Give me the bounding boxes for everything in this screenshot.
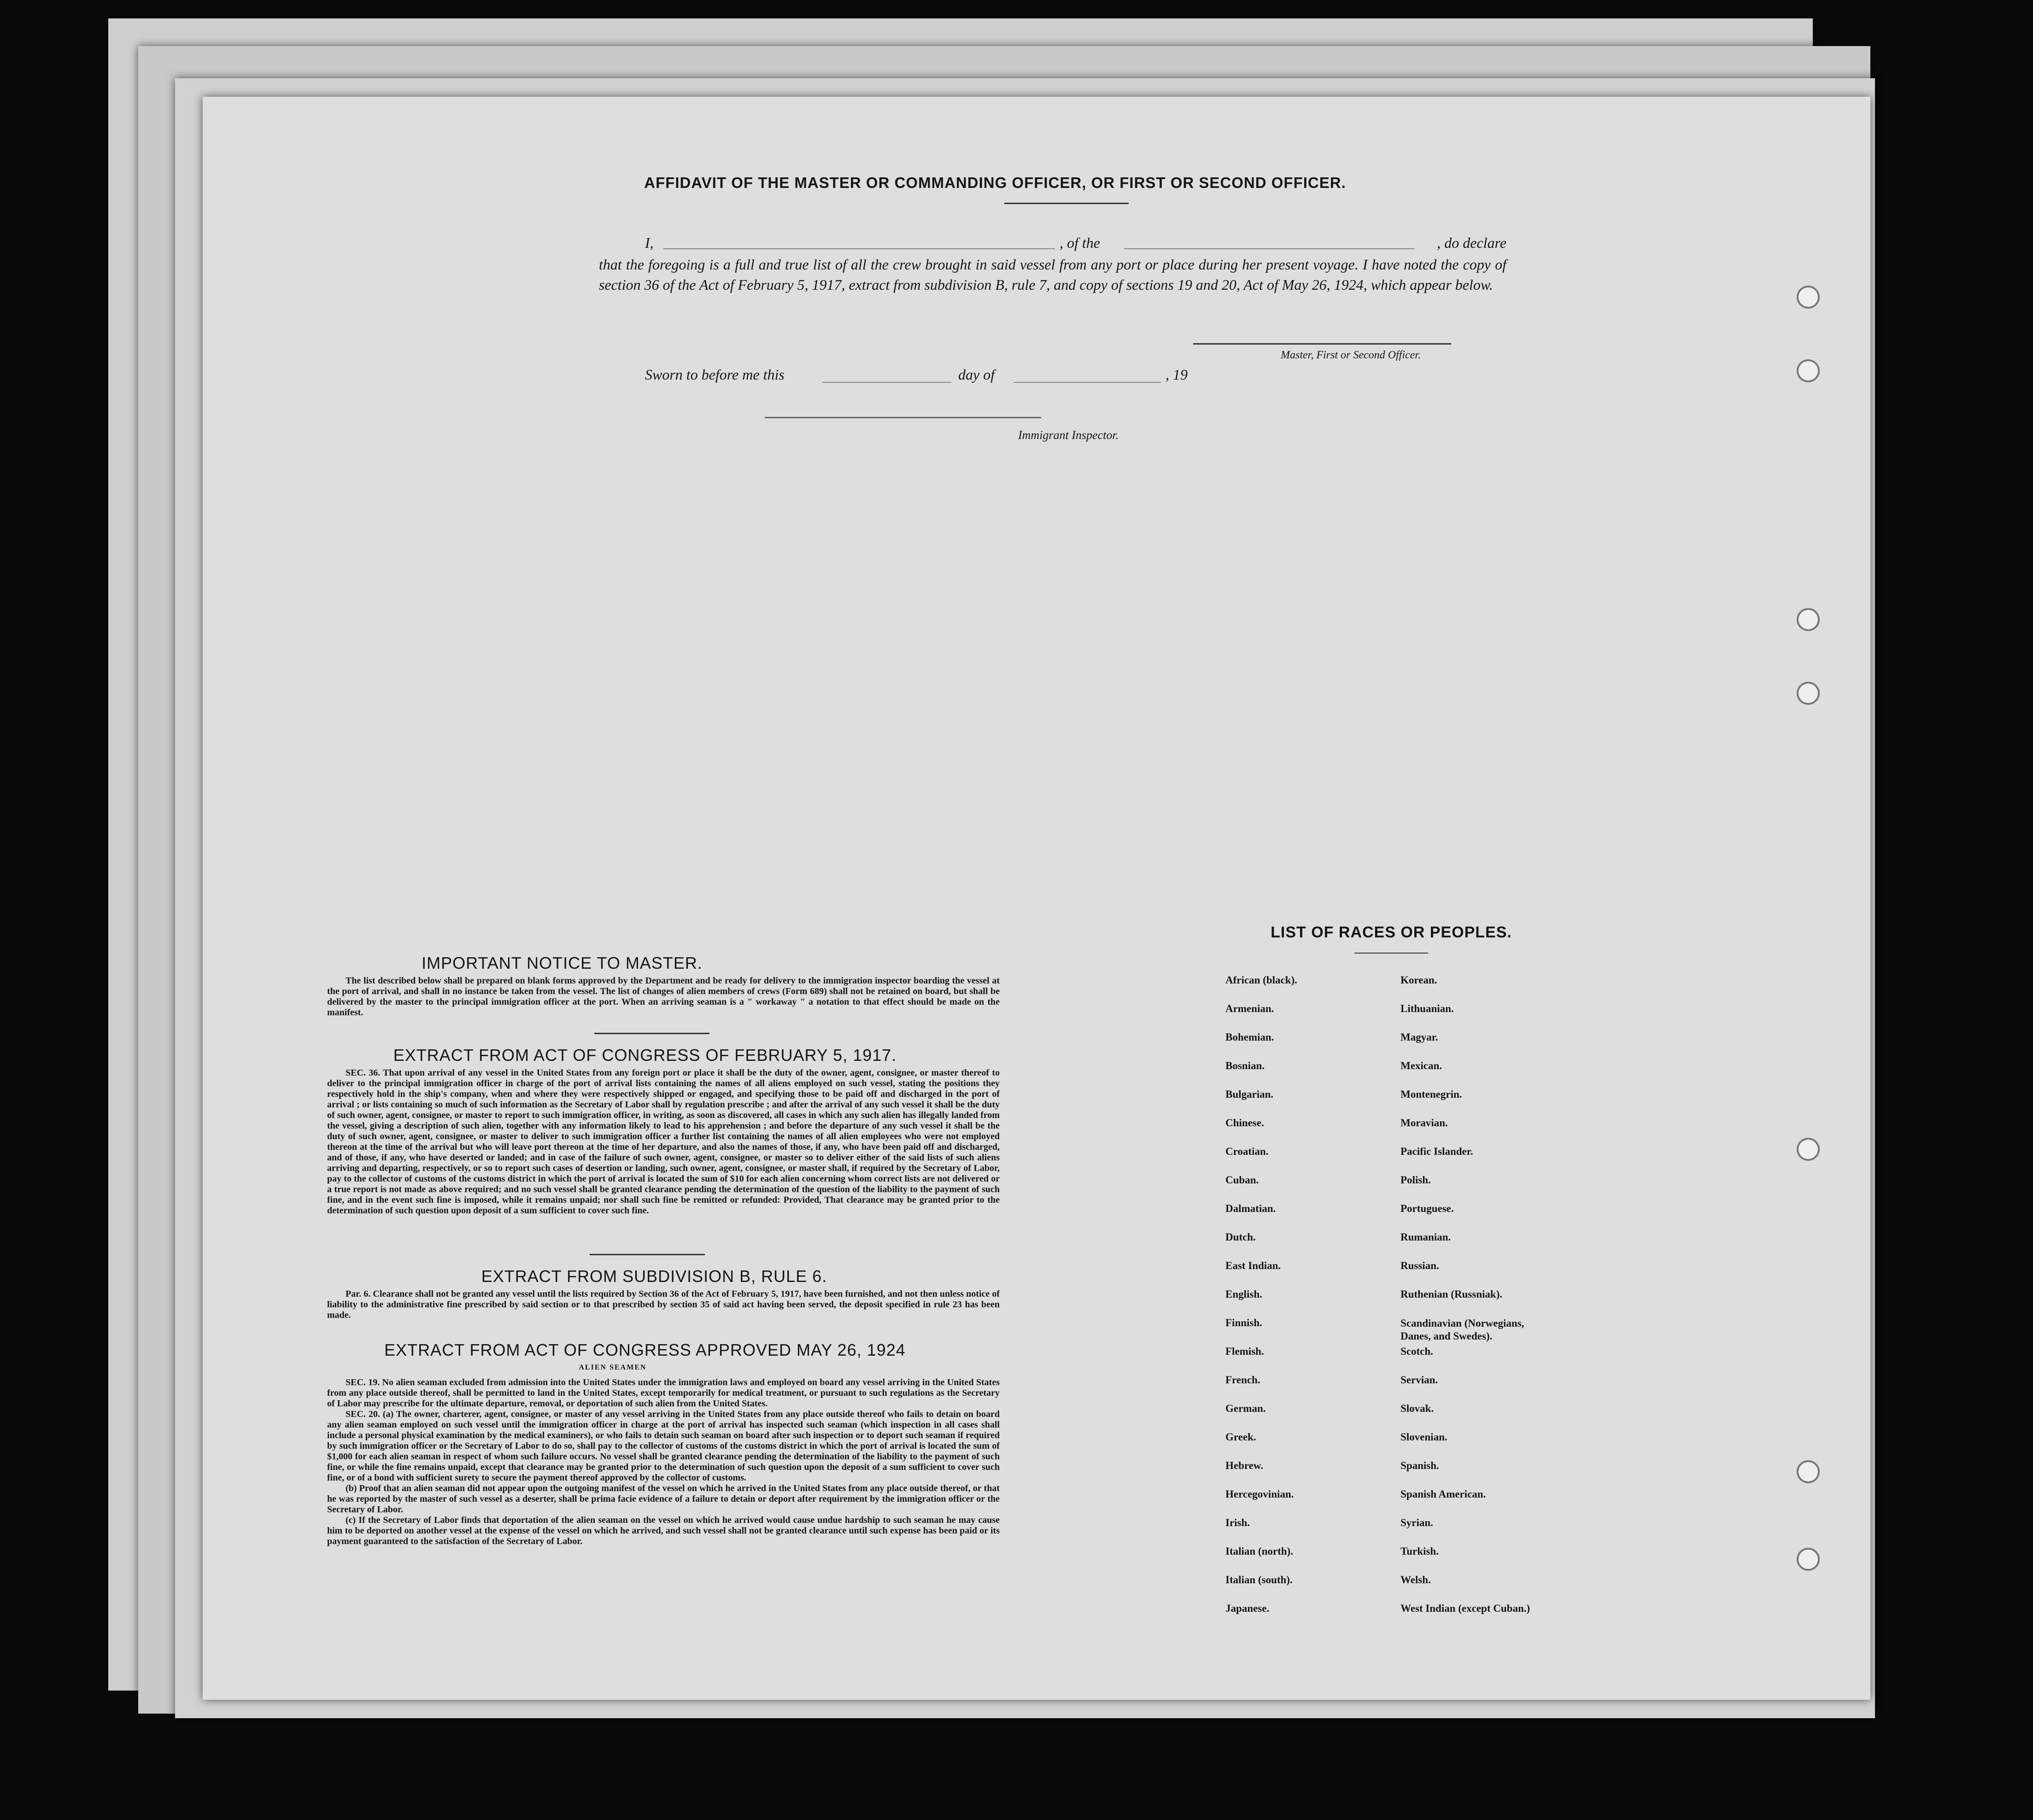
races-right-column <box>1400 974 1553 1631</box>
race-item: Croatian. <box>1225 1146 1269 1157</box>
year-text: , 19 <box>1166 366 1188 383</box>
race-item: Rumanian. <box>1400 1231 1451 1243</box>
race-item: French. <box>1225 1374 1260 1386</box>
day-of-text: day of <box>958 366 995 383</box>
race-item: Dutch. <box>1225 1231 1256 1243</box>
binder-hole <box>1797 1460 1820 1483</box>
inspector-label: Immigrant Inspector. <box>1018 428 1119 442</box>
notice-title: IMPORTANT NOTICE TO MASTER. <box>422 954 703 972</box>
affidavit-declaration-line <box>645 233 1506 253</box>
binder-hole <box>1797 608 1820 631</box>
divider <box>1354 953 1428 954</box>
extract-1924-subtitle: ALIEN SEAMEN <box>579 1364 647 1371</box>
race-item: Finnish. <box>1225 1317 1262 1328</box>
binder-hole <box>1797 359 1820 382</box>
binder-hole <box>1797 286 1820 309</box>
race-item: Chinese. <box>1225 1117 1264 1129</box>
divider <box>590 1254 705 1255</box>
race-item: Servian. <box>1400 1374 1438 1386</box>
race-item: Scotch. <box>1400 1346 1433 1357</box>
race-item: Korean. <box>1400 974 1437 986</box>
extract-1924-title: EXTRACT FROM ACT OF CONGRESS APPROVED MAY 26, 1924 <box>384 1340 906 1359</box>
race-item: East Indian. <box>1225 1260 1281 1271</box>
race-item: Slovenian. <box>1400 1431 1447 1443</box>
race-item: Spanish American. <box>1400 1488 1486 1500</box>
race-item: Russian. <box>1400 1260 1439 1271</box>
race-item: Spanish. <box>1400 1460 1439 1471</box>
race-item: Flemish. <box>1225 1346 1264 1357</box>
race-item: Greek. <box>1225 1431 1256 1443</box>
race-item: Lithuanian. <box>1400 1003 1454 1014</box>
race-item: Hercegovinian. <box>1225 1488 1294 1500</box>
races-left-column <box>1225 974 1297 1631</box>
divider <box>1004 203 1129 204</box>
race-item: Mexican. <box>1400 1060 1442 1071</box>
races-title: LIST OF RACES OR PEOPLES. <box>1271 924 1512 941</box>
race-item: Bohemian. <box>1225 1031 1274 1043</box>
race-item: Welsh. <box>1400 1574 1431 1586</box>
race-item: Ruthenian (Russniak). <box>1400 1288 1503 1300</box>
signature-label: Master, First or Second Officer. <box>1281 349 1421 361</box>
race-item: Bosnian. <box>1225 1060 1265 1071</box>
extract-1924-text: SEC. 19. No alien seaman excluded from admission into the United States under the immigration laws and employed on board any vessel arriving in the United States from any place outside thereof, shall be permitted to land in the United States, except temporarily for medical treatment, or pursuant to such regulations as the Secretary of Labor may prescribe for the ultimate departure, removal, or deportation of such alien from the United States. SEC. 20. (a) The owner, charterer, agent, consignee, or master of any vessel arriving in the United States from any place outside thereof who fails to detain on board any alien seaman employed on such vessel until the immigration officer in charge at the port of arrival has inspected such seaman (which inspection in all cases shall include a personal physical examination by the medical examiners), or who fails to detain such seaman on board after such inspection or to deport such seaman if required by such immigration officer or the Secretary of Labor to do so, shall pay to the collector of customs of the customs district in which the port of arrival is located the sum of $1,000 for each alien seaman in respect of whom such failure occurs. No vessel shall be granted clearance pending the determination of the liability to the payment of such fine, or while the fine remains unpaid, except that clearance may be granted prior to the determination of such question upon the deposit of a sum sufficient to cover such fine, or of a bond with sufficient surety to secure the payment thereof approved by the collector of customs. (b) Proof that an alien seaman did not appear upon the outgoing manifest of the vessel on which he arrived in the United States from any place outside thereof, or that he was reported by the master of such vessel as a deserter, shall be prima facie evidence of a failure to detain or deport after requirement by the immigration officer or the Secretary of Labor. (c) If the Secretary of Labor finds that deportation of the alien seaman on the vessel on which he arrived would cause undue hardship to such seaman he may cause him to be deported on another vessel at the expense of the vessel on which he arrived, and such vessel shall not be granted clearance until such expense has been paid or its payment guaranteed to the satisfaction of the Secretary of Labor. <box>327 1377 1000 1546</box>
signature-line <box>1193 343 1451 345</box>
blank-line <box>1014 382 1161 383</box>
blank-line <box>1124 248 1414 249</box>
affidavit-paragraph: that the foregoing is a full and true list of all the crew brought in said vessel from any port or place during her present voyage. I have noted the copy of section 36 of the Act of February 5, 1917, extract from subdivision B, rule 7, and copy of sections 19 and 20, Act of May 26, 1924, which appear below. <box>599 256 1506 293</box>
race-item: Dalmatian. <box>1225 1203 1276 1214</box>
race-item: West Indian (except Cuban.) <box>1400 1603 1530 1614</box>
race-item: Bulgarian. <box>1225 1088 1274 1100</box>
extract-1917-title: EXTRACT FROM ACT OF CONGRESS OF FEBRUARY 5, 1917. <box>393 1046 897 1065</box>
race-item: Montenegrin. <box>1400 1088 1462 1100</box>
affidavit-title: AFFIDAVIT OF THE MASTER OR COMMANDING OFFICER, OR FIRST OR SECOND OFFICER. <box>644 174 1346 191</box>
race-item: Cuban. <box>1225 1174 1259 1186</box>
binder-hole <box>1797 1138 1820 1161</box>
declaration-of-the: , of the <box>1060 234 1100 251</box>
race-item: Slovak. <box>1400 1403 1434 1414</box>
binder-hole <box>1797 682 1820 705</box>
declaration-start: I, <box>645 234 654 251</box>
race-item: Turkish. <box>1400 1545 1439 1557</box>
binder-hole <box>1797 1548 1820 1571</box>
race-item: Italian (north). <box>1225 1545 1293 1557</box>
blank-line <box>663 248 1055 249</box>
race-item: Portuguese. <box>1400 1203 1454 1214</box>
race-item: Pacific Islander. <box>1400 1146 1473 1157</box>
race-item: Irish. <box>1225 1517 1250 1528</box>
race-item: Magyar. <box>1400 1031 1438 1043</box>
race-item: Scandinavian (Norwegians, Danes, and Swedes). <box>1400 1317 1524 1342</box>
race-item: African (black). <box>1225 974 1297 986</box>
race-item: Syrian. <box>1400 1517 1433 1528</box>
race-item: Italian (south). <box>1225 1574 1293 1586</box>
extract-rule6-text: Par. 6. Clearance shall not be granted any vessel until the lists required by Section 36 of the Act of February 5, 1917, have been furnished, and not then unless notice of liability to the administrative fine prescribed by said section or to that prescribed by section 35 of said act having been served, the deposit specified in rule 23 has been made. <box>327 1289 1000 1320</box>
race-item: Moravian. <box>1400 1117 1448 1129</box>
extract-rule6-title: EXTRACT FROM SUBDIVISION B, RULE 6. <box>481 1267 827 1286</box>
race-item: English. <box>1225 1288 1262 1300</box>
blank-line <box>822 382 951 383</box>
inspector-signature-line <box>765 417 1041 418</box>
notice-text: The list described below shall be prepared on blank forms approved by the Department and be ready for delivery to the immigration inspector boarding the vessel at the port of arrival, and shall in no instance be taken from the vessel. The list of changes of alien members of crews (Form 689) shall not be retained on board, but shall be delivered by the master to the principal immigration officer at the port. When an arriving seaman is a " workaway " a notation to that effect should be made on the manifest. <box>327 976 1000 1018</box>
race-item: Japanese. <box>1225 1603 1270 1614</box>
race-item: Polish. <box>1400 1174 1431 1186</box>
declaration-end: , do declare <box>1437 234 1506 251</box>
race-item: Hebrew. <box>1225 1460 1263 1471</box>
race-item: German. <box>1225 1403 1266 1414</box>
race-item: Armenian. <box>1225 1003 1274 1014</box>
extract-1917-text: SEC. 36. That upon arrival of any vessel in the United States from any foreign port or place it shall be the duty of the owner, agent, consignee, or master thereof to deliver to the principal immigration officer in charge of the port of arrival lists containing the names of all aliens employed on such vessel, stating the positions they respectively hold in the ship's company, when and where they were respectively shipped or engaged, and specifying those to be paid off and discharged in the port of arrival ; or lists containing so much of such information as the Secretary of Labor shall by regulation prescribe ; and after the arrival of any such vessel it shall be the duty of such owner, agent, consignee, or master to report to such immigration officer, in writing, as soon as discovered, all cases in which any such alien has illegally landed from the vessel, giving a description of such alien, together with any information likely to lead to his apprehension ; and before the departure of any such vessel it shall be the duty of such owner, agent, consignee, or master to deliver to such immigration officer a further list containing the names of all alien employees who were not employed thereon at the time of the arrival but who will leave port thereon at the time of her departure, and also the names of those, if any, who have been paid off and discharged, and of those, if any, who have deserted or landed; and in case of the failure of such owner, agent, consignee, or master so to deliver either of the said lists of such aliens arriving and departing, respectively, or so to report such cases of desertion or landing, such owner, agent, consignee, or master shall, if required by the Secretary of Labor, pay to the collector of customs of the customs district in which the port of arrival is located the sum of $10 for each alien concerning whom correct lists are not delivered or a true report is not made as above required; and no such vessel shall be granted clearance pending the determination of the question of the liability to the payment of such fine, and in the event such fine is imposed, while it remains unpaid; nor shall such fine be remitted or refunded: Provided, That clearance may be granted prior to the determination of such question upon deposit of a sum sufficient to cover such fine. <box>327 1068 1000 1216</box>
divider <box>594 1033 709 1034</box>
sworn-text: Sworn to before me this <box>645 366 785 383</box>
binder-holes <box>1797 258 1834 1594</box>
